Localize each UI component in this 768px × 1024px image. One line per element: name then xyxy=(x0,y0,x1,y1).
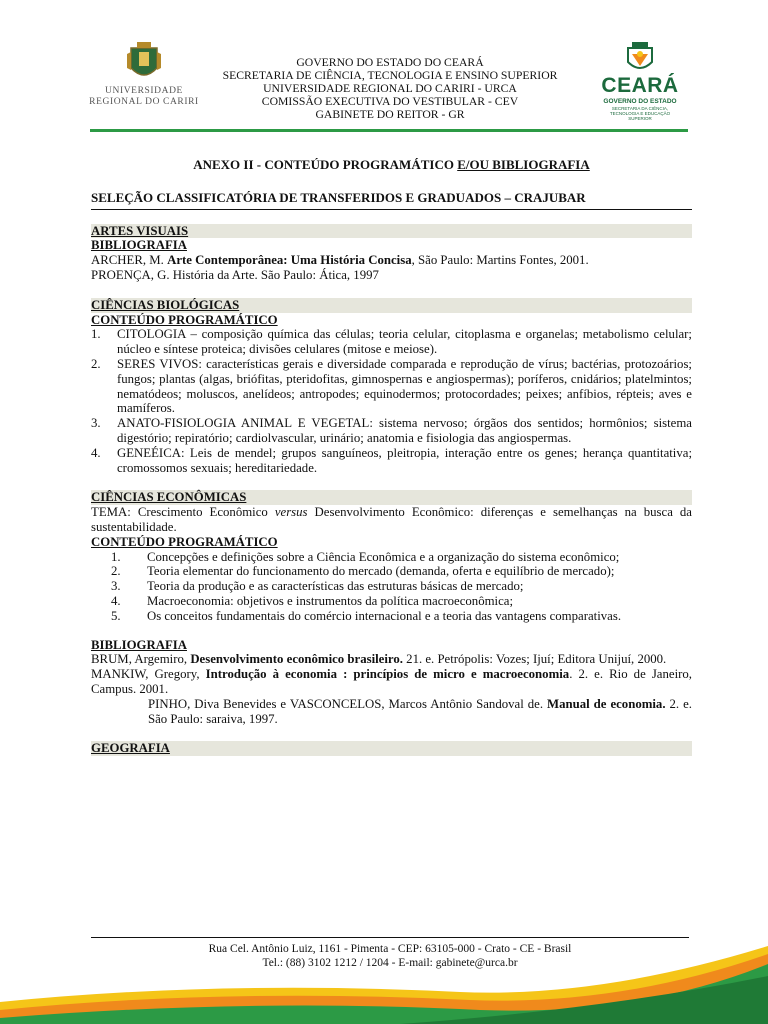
item-text: Macroeconomia: objetivos e instrumentos da política macroeconômica; xyxy=(147,593,514,608)
program-content-label: CONTEÚDO PROGRAMÁTICO xyxy=(91,534,278,549)
ceara-logo xyxy=(598,42,682,120)
item-text: Teoria elementar do funcionamento do mercado (demanda, oferta e equilíbrio de mercado); xyxy=(147,564,615,579)
theme-italic: versus xyxy=(274,505,308,520)
title-part: ANEXO II - CONTEÚDO PROGRAMÁTICO xyxy=(193,157,458,172)
header-divider xyxy=(90,129,688,132)
ref-publisher: 21. e. Petrópolis: Vozes; Ijuí; Editora Unijuí, 2000. xyxy=(402,652,667,667)
item-number: 5. xyxy=(111,608,121,623)
ref-author: PINHO, Diva Benevides e VASCONCELOS, Marcos Antônio Sandoval de. xyxy=(148,696,548,711)
reference xyxy=(91,667,692,697)
list-item xyxy=(91,357,692,416)
theme-text: TEMA: Crescimento Econômico xyxy=(91,505,275,520)
bibliography-label: BIBLIOGRAFIA xyxy=(91,637,187,652)
section-heading-geografia: GEOGRAFIA xyxy=(91,741,692,756)
item-number: 4. xyxy=(91,445,101,460)
theme-paragraph xyxy=(91,505,692,535)
item-number: 3. xyxy=(91,416,101,431)
reference: PROENÇA, G. História da Arte. São Paulo: Ática, 1997 xyxy=(91,267,379,282)
document-body xyxy=(91,158,692,756)
section-heading-biologicas: CIÊNCIAS BIOLÓGICAS xyxy=(91,298,692,313)
ref-publisher: 2. e. São Paulo: saraiva, 1997. xyxy=(148,696,692,726)
letterhead xyxy=(0,0,768,135)
ceara-secretaria: SECRETARIA DA CIÊNCIA, TECNOLOGIA E EDUCAÇÃO SUPERIOR xyxy=(609,106,671,121)
item-number: 2. xyxy=(111,564,121,579)
theme-text: Desenvolvimento Econômico: diferenças e semelhanças na busca da sustentabilidade. xyxy=(91,505,692,534)
footer-address xyxy=(91,942,689,970)
eco-topic-list xyxy=(91,550,692,624)
ref-title: Introdução à economia : princípios de micro e macroeconomia xyxy=(205,667,570,682)
ref-author: ARCHER, M. xyxy=(91,253,168,268)
univ-name-line1: UNIVERSIDADE xyxy=(105,86,183,96)
bio-topic-list xyxy=(91,327,692,475)
bibliography-label: BIBLIOGRAFIA xyxy=(91,238,187,253)
item-number: 4. xyxy=(111,593,121,608)
institution-line: COMISSÃO EXECUTIVA DO VESTIBULAR - CEV xyxy=(261,95,519,108)
ref-title: Desenvolvimento econômico brasileiro. xyxy=(190,652,403,667)
document-subtitle: SELEÇÃO CLASSIFICATÓRIA DE TRANSFERIDOS E GRADUADOS – CRAJUBAR xyxy=(91,191,692,210)
footer-divider xyxy=(91,937,689,938)
reference xyxy=(91,652,692,667)
item-text: SERES VIVOS: características gerais e diversidade comparada e reprodução de vírus; bactérias, protozoários; fungos; plantas (algas, briófitas, pteridofitas, gimnospernas e angiospermas); poríferos, cnidários; platelmintos; nematódeos; moluscos, anelídeos; antropodes; equinodermos; protocordades; peixes; anfíbios, répteis; aves e mamíferos. xyxy=(117,356,692,416)
item-number: 1. xyxy=(91,327,101,342)
ceara-crest-icon xyxy=(626,42,654,74)
section-heading-artes: ARTES VISUAIS xyxy=(91,224,692,239)
footer-line: Rua Cel. Antônio Luiz, 1161 - Pimenta - CEP: 63105-000 - Crato - CE - Brasil xyxy=(208,943,572,955)
list-item xyxy=(91,446,692,476)
item-number: 1. xyxy=(111,549,121,564)
urca-logo xyxy=(88,40,200,112)
ref-publisher: , São Paulo: Martins Fontes, 2001. xyxy=(411,253,589,268)
list-item xyxy=(91,416,692,446)
institution-line: GABINETE DO REITOR - GR xyxy=(315,108,465,121)
list-item xyxy=(91,564,692,579)
ref-publisher: . 2. e. Rio de Janeiro, Campus. 2001. xyxy=(91,667,692,696)
item-text: Os conceitos fundamentais do comércio internacional e a teoria das vantagens comparativas. xyxy=(147,608,622,623)
list-item xyxy=(91,550,692,565)
item-text: GENEÉICA: Leis de mendel; grupos sanguíneos, pleitropia, interação entre os genes; herança quantitativa; cromossomos sexuais; hereditariedade. xyxy=(117,445,692,475)
institution-lines xyxy=(205,56,575,121)
item-text: Concepções e definições sobre a Ciência Econômica e a organização do sistema econômico; xyxy=(147,549,620,564)
reference xyxy=(91,697,692,727)
ceara-wordmark: CEARÁ xyxy=(601,74,679,97)
ceara-subtitle: GOVERNO DO ESTADO xyxy=(603,98,677,105)
item-text: ANATO-FISIOLOGIA ANIMAL E VEGETAL: sistema nervoso; órgãos dos sentidos; hormônios; sistema digestório; repiratório; cardiolvascular, urinário; anatomia e fisiologia das angiospermas. xyxy=(117,416,692,445)
ref-author: MANKIW, Gregory, xyxy=(91,667,206,682)
univ-name-line2: REGIONAL DO CARIRI xyxy=(89,97,199,107)
coat-of-arms-icon xyxy=(127,40,161,84)
section-heading-economicas: CIÊNCIAS ECONÔMICAS xyxy=(91,490,692,505)
list-item xyxy=(91,609,692,624)
item-number: 3. xyxy=(111,579,121,594)
program-content-label: CONTEÚDO PROGRAMÁTICO xyxy=(91,312,278,327)
list-item xyxy=(91,594,692,609)
item-text: CITOLOGIA – composição química das células; teoria celular, citoplasma e organelas; metabolismo celular; núcleo e síntese proteica; divisões celulares (mitose e meiose). xyxy=(117,327,692,357)
reference xyxy=(91,253,692,268)
title-part-underlined: E/OU BIBLIOGRAFIA xyxy=(457,157,590,172)
ref-title: Manual de economia. xyxy=(547,696,666,711)
ref-author: BRUM, Argemiro, xyxy=(91,652,191,667)
institution-line: GOVERNO DO ESTADO DO CEARÁ xyxy=(296,56,484,69)
item-number: 2. xyxy=(91,356,101,371)
institution-line: SECRETARIA DE CIÊNCIA, TECNOLOGIA E ENSINO SUPERIOR xyxy=(222,69,558,82)
spacer xyxy=(91,624,692,638)
footer-line: Tel.: (88) 3102 1212 / 1204 - E-mail: gabinete@urca.br xyxy=(262,957,518,969)
item-text: Teoria da produção e as características das estruturas básicas de mercado; xyxy=(147,579,524,594)
institution-line: UNIVERSIDADE REGIONAL DO CARIRI - URCA xyxy=(263,82,517,95)
ref-title: Arte Contemporânea: Uma História Concisa xyxy=(167,253,412,268)
list-item xyxy=(91,579,692,594)
list-item xyxy=(91,327,692,357)
document-title xyxy=(91,158,692,173)
